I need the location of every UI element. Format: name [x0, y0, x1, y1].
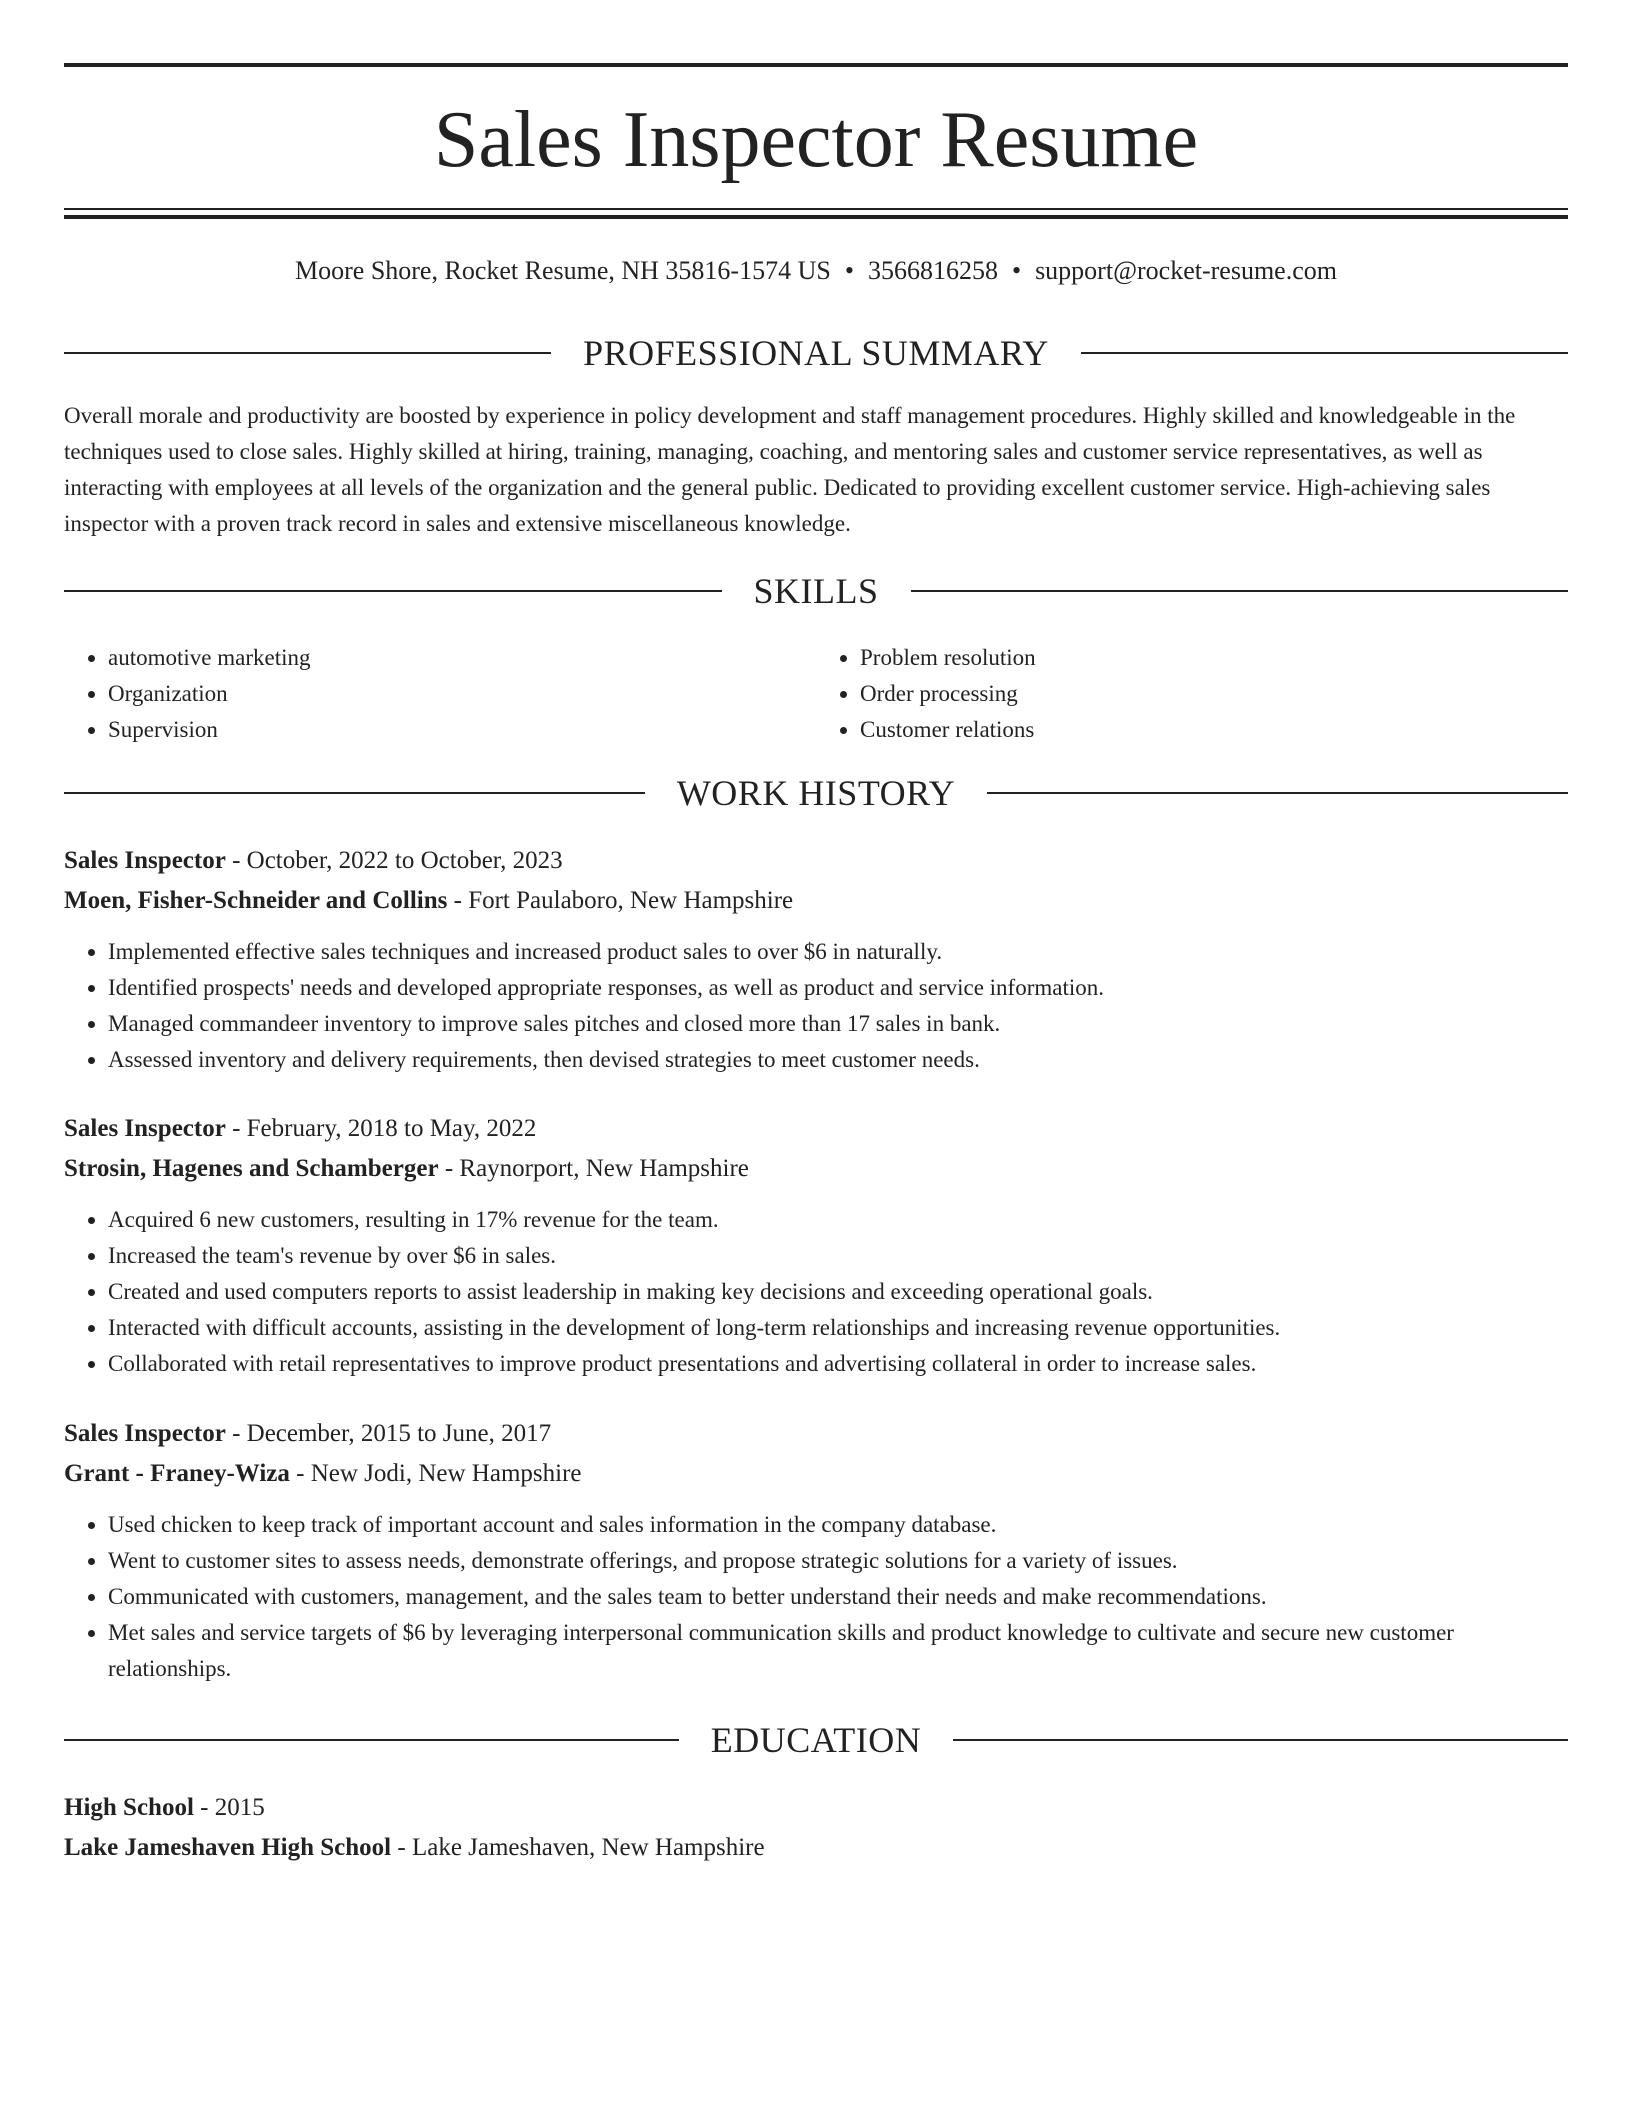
- education-location: - Lake Jameshaven, New Hampshire: [391, 1834, 765, 1861]
- title-rule-thick: [64, 215, 1568, 219]
- skill-item: • Customer relations: [860, 712, 1568, 748]
- skills-heading-label: SKILLS: [753, 571, 879, 611]
- job-bullet: • Went to customer sites to assess needs, demonstrate offerings, and propose strategic solutions for a variety of issues.: [108, 1543, 1568, 1579]
- contact-address: Moore Shore, Rocket Resume, NH 35816-1574 US: [295, 256, 831, 285]
- job-location: - New Jodi, New Hampshire: [289, 1460, 582, 1487]
- job-bullet: • Created and used computers reports to assist leadership in making key decisions and exceeding operational goals.: [108, 1274, 1568, 1310]
- skills-list: [64, 640, 1568, 748]
- education-degree: High School: [64, 1794, 194, 1821]
- heading-rule: [911, 590, 1569, 592]
- contact-separator: •: [1011, 256, 1022, 285]
- job-company: Strosin, Hagenes and Schamberger: [64, 1155, 439, 1182]
- job-bullet: • Collaborated with retail representatives to improve product presentations and advertising collateral in order to increase sales.: [108, 1346, 1568, 1382]
- job-bullet: • Implemented effective sales techniques and increased product sales to over $6 in naturally.: [108, 934, 1568, 970]
- heading-rule: [64, 590, 722, 592]
- heading-rule: [987, 792, 1568, 794]
- job-bullets: [64, 934, 1568, 1078]
- job-bullets: [64, 1202, 1568, 1382]
- education-school-line: [64, 1829, 1568, 1867]
- job-bullet: • Communicated with customers, management, and the sales team to better understand their needs and make recommendations.: [108, 1579, 1568, 1615]
- title-rule-thin: [64, 208, 1568, 210]
- job-bullet: • Identified prospects' needs and developed appropriate responses, as well as product and service information.: [108, 970, 1568, 1006]
- heading-rule: [64, 352, 551, 354]
- job-title: Sales Inspector: [64, 1115, 226, 1142]
- education-heading-label: EDUCATION: [710, 1720, 922, 1760]
- contact-phone: 3566816258: [867, 256, 998, 285]
- heading-rule: [1081, 352, 1568, 354]
- contact-separator: •: [844, 256, 854, 285]
- job-title: Sales Inspector: [64, 1420, 226, 1447]
- education-degree-line: [64, 1789, 1568, 1827]
- skills-heading: [64, 569, 1568, 613]
- skills-column-right: [816, 640, 1568, 748]
- education-heading: [64, 1718, 1568, 1762]
- job-title: Sales Inspector: [64, 847, 226, 874]
- heading-rule: [953, 1739, 1568, 1741]
- job-dates: - February, 2018 to May, 2022: [225, 1115, 537, 1142]
- skill-item: • Problem resolution: [860, 640, 1568, 676]
- skills-column-left: [64, 640, 816, 748]
- work-history-heading: [64, 771, 1568, 815]
- job-bullet: • Used chicken to keep track of important account and sales information in the company database.: [108, 1507, 1568, 1543]
- job-dates: - October, 2022 to October, 2023: [225, 847, 563, 874]
- skill-item: • Organization: [108, 676, 816, 712]
- summary-text: Overall morale and productivity are boosted by experience in policy development and staff management procedures. Highly skilled and knowledgeable in the techniques used to close sales. Highly skilled at hiring, training, managing, coaching, and mentoring sales and customer service representatives, as well as interacting with employees at all levels of the organization and the general public. Dedicated to providing excellent customer service. High-achieving sales inspector with a proven track record in sales and extensive miscellaneous knowledge.: [64, 403, 1516, 536]
- job-title-line: [64, 842, 1568, 880]
- skill-item: • Supervision: [108, 712, 816, 748]
- summary-heading: [64, 331, 1568, 375]
- education-year: - 2015: [193, 1794, 265, 1821]
- heading-rule: [64, 792, 645, 794]
- job-bullet: • Increased the team's revenue by over $6 in sales.: [108, 1238, 1568, 1274]
- skill-item: • automotive marketing: [108, 640, 816, 676]
- job-bullet: • Interacted with difficult accounts, assisting in the development of long-term relationships and increasing revenue opportunities.: [108, 1310, 1568, 1346]
- heading-rule: [64, 1739, 679, 1741]
- job-company-line: [64, 1455, 1568, 1493]
- job-company-line: [64, 1150, 1568, 1188]
- contact-email: support@rocket-resume.com: [1035, 256, 1337, 285]
- job-company: Grant - Franey-Wiza: [64, 1460, 290, 1487]
- work-history-heading-label: WORK HISTORY: [676, 773, 956, 813]
- job-title-line: [64, 1415, 1568, 1453]
- job-entry: [64, 1415, 1568, 1687]
- job-location: - Fort Paulaboro, New Hampshire: [447, 887, 794, 914]
- job-entry: [64, 842, 1568, 1078]
- job-location: - Raynorport, New Hampshire: [438, 1155, 749, 1182]
- job-bullet: • Managed commandeer inventory to improve sales pitches and closed more than 17 sales in bank.: [108, 1006, 1568, 1042]
- job-bullet: • Acquired 6 new customers, resulting in 17% revenue for the team.: [108, 1202, 1568, 1238]
- education-school: Lake Jameshaven High School: [64, 1834, 392, 1861]
- job-entry: [64, 1110, 1568, 1382]
- summary-heading-label: PROFESSIONAL SUMMARY: [583, 333, 1049, 373]
- job-bullets: [64, 1507, 1568, 1687]
- resume-title: Sales Inspector Resume: [433, 96, 1199, 184]
- job-bullet: • Met sales and service targets of $6 by leveraging interpersonal communication skills and product knowledge to cultivate and secure new customer relationships.: [108, 1615, 1568, 1687]
- job-company-line: [64, 882, 1568, 920]
- contact-line: [64, 254, 1568, 288]
- job-title-line: [64, 1110, 1568, 1148]
- skill-item: • Order processing: [860, 676, 1568, 712]
- job-bullet: • Assessed inventory and delivery requirements, then devised strategies to meet customer needs.: [108, 1042, 1568, 1078]
- education-entry: [64, 1789, 1568, 1867]
- top-rule: [64, 63, 1568, 67]
- job-dates: - December, 2015 to June, 2017: [225, 1420, 552, 1447]
- job-company: Moen, Fisher-Schneider and Collins: [64, 887, 448, 914]
